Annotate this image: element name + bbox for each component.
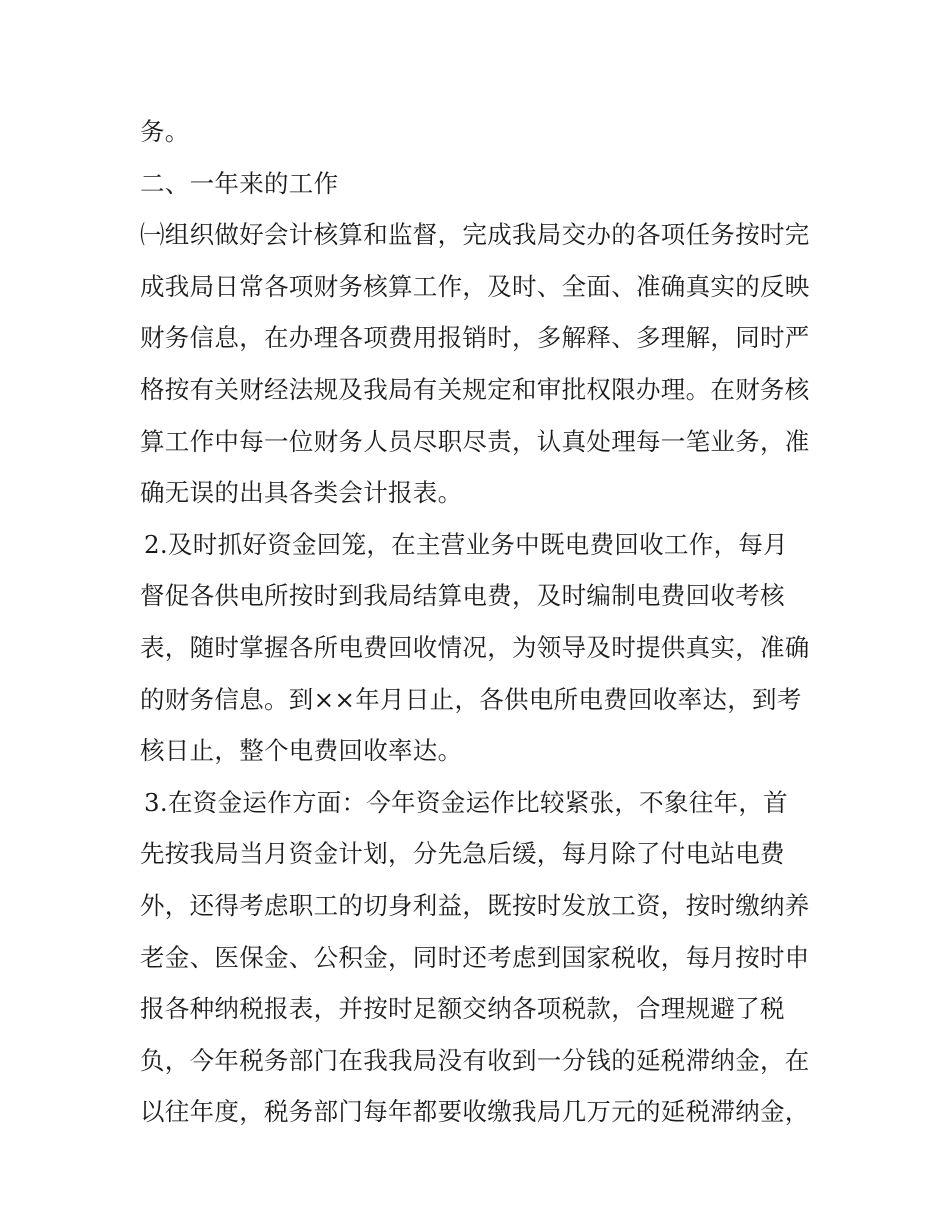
text-line: 外，还得考虑职工的切身利益，既按时发放工资，按时缴纳养 bbox=[140, 890, 810, 920]
text-line: 务。 bbox=[140, 117, 190, 146]
text-line: 核日止，整个电费回收率达。 bbox=[140, 736, 463, 766]
text-line: 负，今年税务部门在我我局没有收到一分钱的延税滞纳金，在 bbox=[140, 1045, 810, 1075]
text-line: 表，随时掌握各所电费回收情况，为领导及时提供真实，准确 bbox=[140, 632, 810, 662]
text-line: 老金、医保金、公积金，同时还考虑到国家税收，每月按时申 bbox=[140, 942, 810, 972]
text-line: 2.及时抓好资金回笼，在主营业务中既电费回收工作，每月 bbox=[144, 529, 788, 559]
text-line: 以往年度，税务部门每年都要收缴我局几万元的延税滞纳金， bbox=[140, 1097, 810, 1127]
text-line: ㈠组织做好会计核算和监督，完成我局交办的各项任务按时完 bbox=[140, 220, 810, 250]
text-line: 督促各供电所按时到我局结算电费，及时编制电费回收考核 bbox=[140, 581, 785, 611]
section-heading: 二、一年来的工作 bbox=[140, 168, 339, 198]
text-line: 报各种纳税报表，并按时足额交纳各项税款，合理规避了税 bbox=[140, 994, 785, 1024]
text-line: 3.在资金运作方面：今年资金运作比较紧张，不象往年，首 bbox=[144, 787, 788, 817]
text-line: 先按我局当月资金计划，分先急后缓，每月除了付电站电费 bbox=[140, 839, 785, 869]
text-line: 成我局日常各项财务核算工作，及时、全面、准确真实的反映 bbox=[140, 271, 810, 301]
text-line: 财务信息，在办理各项费用报销时，多解释、多理解，同时严 bbox=[140, 323, 810, 353]
text-line: 算工作中每一位财务人员尽职尽责，认真处理每一笔业务，准 bbox=[140, 426, 810, 456]
text-line: 格按有关财经法规及我局有关规定和审批权限办理。在财务核 bbox=[140, 374, 810, 404]
document-body bbox=[140, 106, 820, 1138]
text-line: 确无误的出具各类会计报表。 bbox=[140, 478, 463, 508]
text-line: 的财务信息。到××年月日止，各供电所电费回收率达，到考 bbox=[140, 684, 802, 714]
